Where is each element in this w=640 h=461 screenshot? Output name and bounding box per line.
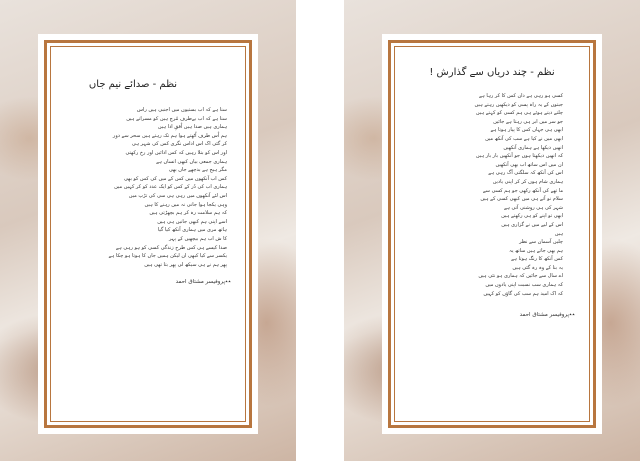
right-poem-border	[388, 40, 596, 428]
poem-line: ہماری شام ہوں کر کر اپنی یادیں	[492, 178, 563, 185]
right-poem-signature: ٭٭پروفیسر مشتاق احمد	[519, 312, 575, 319]
left-poem-title: نظم - صدائے نیم جاں	[88, 79, 178, 90]
poem-line: سنا ہے کہ اب بےطرف مُرچ ہیں کو مسراتے ہیں	[126, 115, 227, 122]
poem-line: یہ بنا کے وہ رہ گئی ہیں	[512, 264, 563, 271]
left-poem-border	[44, 40, 252, 428]
right-poem-lines	[405, 92, 579, 298]
poem-line: ہاتھ مری میں ہماری آنکھ کیا گیا	[157, 227, 227, 234]
poem-line: چلیں آسمان سے نظر	[519, 239, 563, 246]
poem-line: شہر کی ہی روشنی آتی ہے	[504, 204, 563, 211]
left-page	[0, 0, 296, 461]
poem-line: جو سر میں ابر ہی رہتا ہے جائیں	[493, 118, 563, 125]
poem-line: اے سال سے جائیں کہ ہماری ہو نئی ہیں	[478, 273, 563, 280]
poem-line: ہیں	[554, 230, 563, 237]
poem-line: ابھی تو اپنے کو ہی رکھتے ہیں	[501, 213, 563, 220]
poem-line: پھر ہم نے ہی سیکھ لی پھر بتا تھی ہیں	[144, 261, 227, 268]
poem-line: ہماری جمعی بیاں کبھی انساں ہے	[156, 158, 227, 165]
poem-line: یکسر سے کیا کبھی ان لیکن ہمیں جاں کا ہوتا ہو چکا ہے	[108, 253, 227, 260]
poem-line: اور اس کو بتلا رہیں کہ کس ادائیں اور رخ رکھتی	[125, 149, 227, 156]
left-poem-lines	[61, 106, 235, 269]
left-poem-frame	[38, 34, 258, 434]
poem-line: کر گئی اک اس اداس نگری کس کی شہر ہی	[131, 141, 227, 148]
poem-line: اس لئے آنکھوں میں رہی ہی سی کی تڑپ میں	[128, 192, 227, 199]
left-poem-card	[50, 46, 246, 422]
poem-line: ہماری ہیں صدا ہیں اُفقِ ادا ہیں	[157, 124, 227, 131]
poem-line: وہی یکجا ہوا جانی نہ میں رہنے کا ہیں	[144, 201, 227, 208]
poem-line: اس کی آنکھ کہ سلگتی آگ رہی ہے	[488, 170, 563, 177]
poem-line: انھیں دیکھا ہے ہماری آنکھیں	[503, 144, 563, 151]
poem-line: ہم بھی جاتے ہیں ساتھ یہ	[509, 247, 563, 254]
poem-line: سنا ہے کہ اب بستیوں میں اجنبی ہیں راس	[136, 107, 227, 113]
poem-line: کا ش اب ہم بیچھیں کے پہر	[168, 235, 227, 242]
poem-line: ابھی ہی جہاں کس کا پیار ہوتا ہے	[490, 127, 563, 134]
left-poem-signature: ٭٭پروفیسر مشتاق احمد	[175, 279, 231, 286]
poem-line: صدا کیسے ہی کس طرح زندگی کسی کو ہو رہی ہے	[115, 244, 227, 251]
poem-line: کس آنکھ کا رنگ ہوتا ہے	[511, 256, 563, 263]
poem-line: کس اب آنکھوں میں کس کے میں کی کس کو بھی	[123, 175, 227, 182]
poem-line: کہ ہم سلامت رہ کر ہم بچھڑتی ہیں	[149, 210, 227, 217]
poem-line: جبتوں کے یہ راہ پسی کو دیکھیں رہتے ہیں	[474, 101, 563, 108]
poem-line: کسی ہو رہی ہے دان کس کا کر رہا ہے	[478, 93, 563, 99]
poem-line: چلتے دیتے ہوئے ہی ہم کسی کو کہتے ہیں	[475, 110, 563, 117]
poem-line: کہ انھیں دیکھتا ہوں جو آنکھیں بار بار ہیں	[475, 153, 563, 160]
poem-line: ما تھے کی آنکھ رکھی جو ہم کسی سے	[482, 187, 563, 194]
poem-line: کہ اک امید ہم سب کی گاؤں کو کہیں	[483, 290, 563, 297]
poem-line: سلام نو آتے ہی میں کبھی کسی کے ہیں	[480, 196, 563, 203]
right-page	[344, 0, 640, 461]
poem-line: ہم اُس طرف اُٹھتے ہوا ہم تک رہتے ہیں سحر سے دور	[112, 132, 227, 139]
poem-line: اسے اپنی ہم کبھی جانیں ہی ہیں	[157, 218, 227, 225]
poem-line: ابھی میں نے کیا ہے سب کی آنکھ میں	[485, 135, 563, 142]
right-poem-card	[394, 46, 590, 422]
poem-line: کہ ہماری سب نسبت اپنی یادوں میں	[485, 282, 563, 289]
poem-line: مگر ہیج ہے بدچھے جاں بھی	[168, 167, 227, 174]
right-poem-title: نظم - چند دریاں سے گذارش !	[429, 67, 555, 78]
poem-line: ہماری اب کی دُر کے کس کو ایک عدد کو کر کہیں میں	[114, 184, 227, 191]
poem-line: اس کے لیے میں نے گزاری ہیں	[501, 221, 563, 228]
right-poem-frame	[382, 34, 602, 434]
poem-line: ان میں اس ساتھ اب بھی آنکھیں	[495, 161, 563, 168]
